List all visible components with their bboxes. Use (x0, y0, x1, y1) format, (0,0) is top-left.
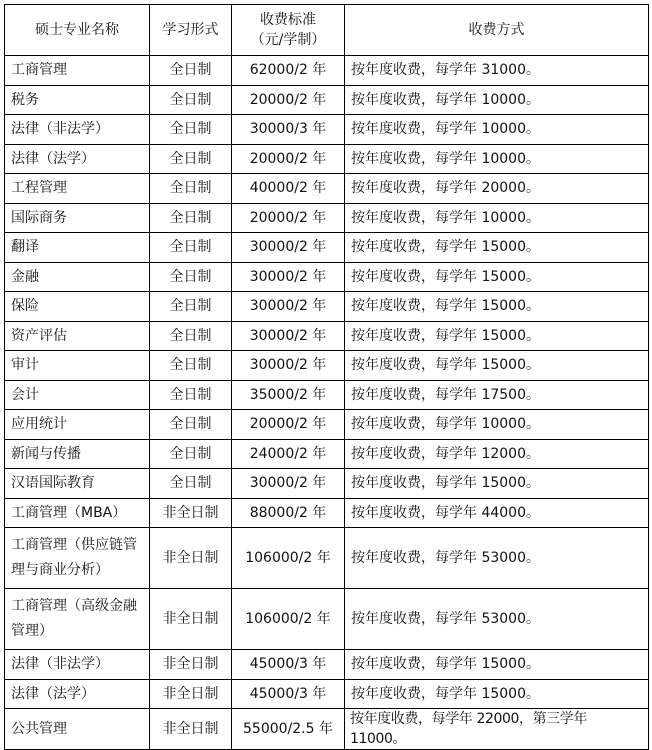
cell-major: 公共管理 (5, 709, 150, 750)
cell-method: 按年度收费，每学年 20000。 (345, 174, 649, 204)
cell-fee: 106000/2 年 (232, 528, 345, 589)
cell-study-form: 全日制 (150, 380, 232, 410)
table-row (5, 203, 649, 233)
cell-study-form: 全日制 (150, 144, 232, 174)
cell-fee: 30000/2 年 (232, 292, 345, 322)
table-row (5, 380, 649, 410)
cell-major: 应用统计 (5, 410, 150, 440)
cell-fee: 30000/2 年 (232, 321, 345, 351)
table-header-row (5, 5, 649, 56)
table-row (5, 233, 649, 263)
cell-fee: 20000/2 年 (232, 410, 345, 440)
table-row (5, 469, 649, 499)
cell-study-form: 全日制 (150, 351, 232, 381)
table-row (5, 174, 649, 204)
table-row (5, 351, 649, 381)
cell-fee: 106000/2 年 (232, 589, 345, 650)
cell-method: 按年度收费，每学年 15000。 (345, 469, 649, 499)
cell-fee: 30000/2 年 (232, 233, 345, 263)
table-row (5, 56, 649, 86)
cell-fee: 45000/3 年 (232, 679, 345, 709)
cell-method: 按年度收费，每学年 53000。 (345, 589, 649, 650)
table-row (5, 410, 649, 440)
header-payment-method: 收费方式 (345, 5, 649, 56)
cell-method: 按年度收费，每学年 15000。 (345, 262, 649, 292)
cell-major: 会计 (5, 380, 150, 410)
cell-method: 按年度收费，每学年 44000。 (345, 498, 649, 528)
cell-fee: 45000/3 年 (232, 650, 345, 680)
fee-table-document (4, 4, 648, 750)
cell-major: 法律（非法学） (5, 650, 150, 680)
cell-major: 资产评估 (5, 321, 150, 351)
cell-major: 保险 (5, 292, 150, 322)
cell-major: 翻译 (5, 233, 150, 263)
table-row (5, 85, 649, 115)
cell-method: 按年度收费，每学年 17500。 (345, 380, 649, 410)
cell-method: 按年度收费，每学年 15000。 (345, 351, 649, 381)
cell-study-form: 全日制 (150, 321, 232, 351)
cell-study-form: 非全日制 (150, 709, 232, 750)
cell-study-form: 非全日制 (150, 528, 232, 589)
cell-fee: 24000/2 年 (232, 439, 345, 469)
cell-study-form: 全日制 (150, 410, 232, 440)
cell-study-form: 全日制 (150, 85, 232, 115)
cell-study-form: 非全日制 (150, 498, 232, 528)
cell-major: 税务 (5, 85, 150, 115)
cell-study-form: 非全日制 (150, 650, 232, 680)
header-fee-standard (232, 5, 345, 56)
cell-study-form: 全日制 (150, 56, 232, 86)
cell-fee: 20000/2 年 (232, 144, 345, 174)
table-row (5, 650, 649, 680)
cell-major: 工程管理 (5, 174, 150, 204)
cell-major: 法律（非法学） (5, 115, 150, 145)
cell-fee: 30000/2 年 (232, 262, 345, 292)
cell-method: 按年度收费，每学年 10000。 (345, 85, 649, 115)
cell-major: 汉语国际教育 (5, 469, 150, 499)
cell-method: 按年度收费，每学年 15000。 (345, 679, 649, 709)
cell-method: 按年度收费，每学年 10000。 (345, 115, 649, 145)
table-row (5, 498, 649, 528)
cell-fee: 30000/2 年 (232, 469, 345, 499)
cell-fee: 62000/2 年 (232, 56, 345, 86)
cell-fee: 20000/2 年 (232, 85, 345, 115)
header-study-form: 学习形式 (150, 5, 232, 56)
cell-fee: 35000/2 年 (232, 380, 345, 410)
cell-method: 按年度收费，每学年 10000。 (345, 144, 649, 174)
table-row (5, 589, 649, 650)
cell-major: 工商管理（MBA） (5, 498, 150, 528)
cell-method: 按年度收费，每学年 15000。 (345, 292, 649, 322)
header-fee-standard-line2: （元/学制） (250, 32, 326, 48)
cell-method: 按年度收费，每学年 10000。 (345, 410, 649, 440)
table-row (5, 439, 649, 469)
cell-major: 审计 (5, 351, 150, 381)
cell-study-form: 全日制 (150, 292, 232, 322)
cell-method: 按年度收费，每学年 12000。 (345, 439, 649, 469)
cell-study-form: 全日制 (150, 469, 232, 499)
cell-major: 工商管理（供应链管理与商业分析） (5, 528, 150, 589)
cell-fee: 55000/2.5 年 (232, 709, 345, 750)
table-row (5, 144, 649, 174)
table-row (5, 679, 649, 709)
cell-major: 工商管理 (5, 56, 150, 86)
cell-major: 法律（法学） (5, 144, 150, 174)
table-row (5, 115, 649, 145)
table-row (5, 528, 649, 589)
cell-fee: 40000/2 年 (232, 174, 345, 204)
cell-major: 法律（法学） (5, 679, 150, 709)
cell-method: 按年度收费，每学年 31000。 (345, 56, 649, 86)
cell-fee: 30000/3 年 (232, 115, 345, 145)
cell-method: 按年度收费，每学年 22000，第三学年 11000。 (345, 709, 649, 750)
cell-method: 按年度收费，每学年 15000。 (345, 321, 649, 351)
table-row (5, 292, 649, 322)
header-fee-standard-line1: 收费标准 (260, 12, 316, 28)
cell-study-form: 非全日制 (150, 679, 232, 709)
cell-study-form: 全日制 (150, 174, 232, 204)
cell-fee: 20000/2 年 (232, 203, 345, 233)
cell-method: 按年度收费，每学年 15000。 (345, 650, 649, 680)
table-row (5, 262, 649, 292)
cell-major: 金融 (5, 262, 150, 292)
cell-fee: 30000/2 年 (232, 351, 345, 381)
table-row (5, 709, 649, 750)
cell-study-form: 全日制 (150, 115, 232, 145)
cell-major: 工商管理（高级金融管理） (5, 589, 150, 650)
cell-study-form: 全日制 (150, 262, 232, 292)
fee-table (4, 4, 649, 750)
cell-fee: 88000/2 年 (232, 498, 345, 528)
cell-method: 按年度收费，每学年 10000。 (345, 203, 649, 233)
cell-study-form: 非全日制 (150, 589, 232, 650)
cell-method: 按年度收费，每学年 15000。 (345, 233, 649, 263)
cell-study-form: 全日制 (150, 439, 232, 469)
cell-method: 按年度收费，每学年 53000。 (345, 528, 649, 589)
cell-study-form: 全日制 (150, 203, 232, 233)
header-major: 硕士专业名称 (5, 5, 150, 56)
table-row (5, 321, 649, 351)
cell-major: 国际商务 (5, 203, 150, 233)
cell-study-form: 全日制 (150, 233, 232, 263)
cell-major: 新闻与传播 (5, 439, 150, 469)
